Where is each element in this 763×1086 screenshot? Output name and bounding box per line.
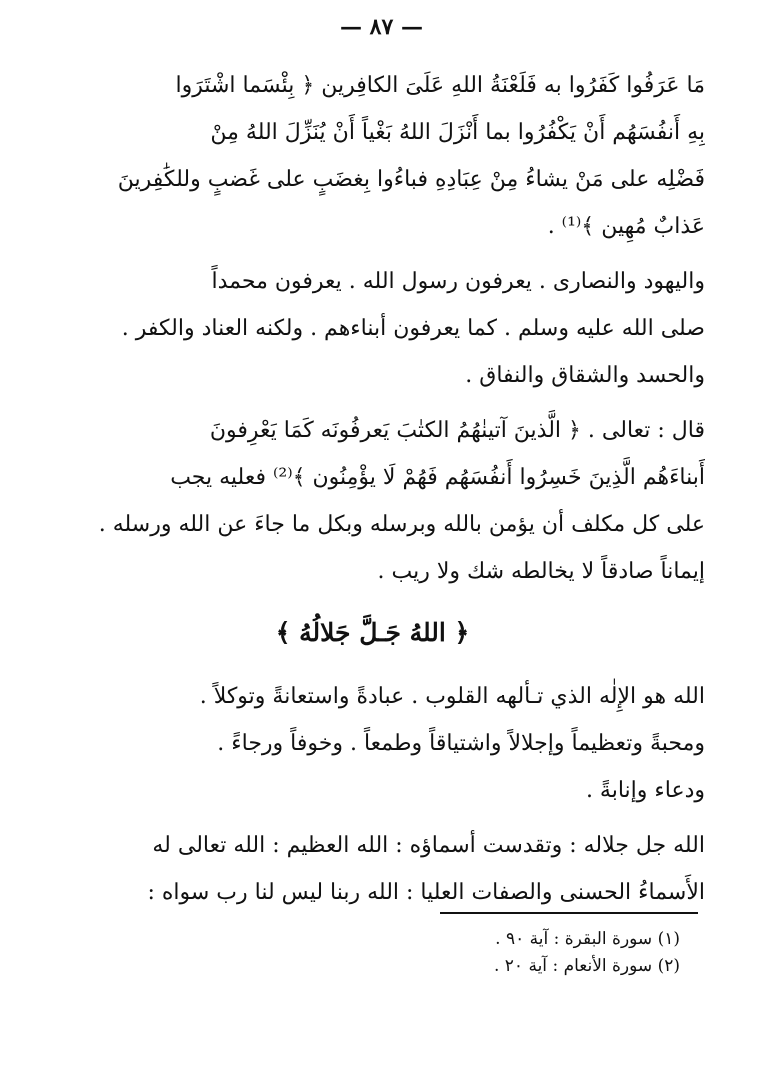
text-line: الله هو الإِلٰه الذي تـألهه القلوب . عبادةً واستعانةً وتوكلاً .	[199, 684, 705, 709]
text-line: عَذابٌ مُهِين ﴾⁽¹⁾ .	[547, 214, 705, 239]
text-line: إيماناً صادقاً لا يخالطه شك ولا ريب .	[377, 559, 705, 584]
text-line: أَبناءَهُم الَّذِينَ خَسِرُوا أَنفُسَهُم فَهُمْ لَا يؤْمِنُون ﴾⁽²⁾ فعليه يجب	[170, 465, 705, 490]
text-line: ودعاء وإنابةً .	[585, 778, 705, 803]
text-line: فَضْلِه على مَنْ يشاءُ مِنْ عِبَادِهِ فباءُوا بِغضَبٍ على غَضبٍ وللكَٰفِرينَ	[117, 167, 705, 192]
page-number: — ٨٧ —	[340, 14, 423, 40]
text-line: مَا عَرَفُوا كَفَرُوا به فَلَعْنَةُ اللهِ عَلَىَ الكافِرين ﴿ بِئْسَما اشْتَرَوا	[175, 73, 705, 98]
main-text	[40, 62, 705, 924]
footnotes	[40, 926, 680, 980]
text-line: ومحبةً وتعظيماً وإجلالاً واشتياقاً وطمعاً . وخوفاً ورجاءً .	[217, 731, 705, 756]
text-line: قال : تعالى . ﴿ الَّذينَ آتينٰهُمُ الكتٰبَ يَعرفُونَه كَمَا يَعْرِفونَ	[209, 418, 705, 443]
text-line: صلى الله عليه وسلم . كما يعرفون أبناءهم . ولكنه العناد والكفر .	[121, 316, 705, 341]
text-line: الله جل جلاله : وتقدست أسماؤه : الله العظيم : الله تعالى له	[152, 833, 705, 858]
text-line: واليهود والنصارى . يعرفون رسول الله . يعرفون محمداً	[211, 269, 705, 294]
text-line: بِهِ أَنفُسَهُم أَنْ يَكْفُرُوا بما أَنْزَلَ اللهُ بَغْياً أَنْ يُنَزِّلَ اللهُ مِنْ	[210, 120, 705, 145]
footnote-1: (١) سورة البقرة : آية ٩٠ .	[495, 929, 680, 949]
paragraph-1	[40, 62, 705, 250]
footnote-divider	[440, 912, 698, 914]
paragraph-5	[40, 822, 705, 916]
section-heading: ﴿ اللهُ جَـلَّ جَلالُهُ ﴾	[275, 618, 470, 647]
text-line: الأَسماءُ الحسنى والصفات العليا : الله ربنا ليس لنا رب سواه :	[147, 880, 705, 905]
paragraph-2	[40, 258, 705, 399]
text-line: على كل مكلف أن يؤمن بالله وبرسله وبكل ما جاءَ عن الله ورسله .	[98, 512, 705, 537]
paragraph-4	[40, 673, 705, 814]
footnote-2: (٢) سورة الأنعام : آية ٢٠ .	[493, 956, 680, 976]
paragraph-3	[40, 407, 705, 595]
text-line: والحسد والشقاق والنفاق .	[465, 363, 705, 388]
